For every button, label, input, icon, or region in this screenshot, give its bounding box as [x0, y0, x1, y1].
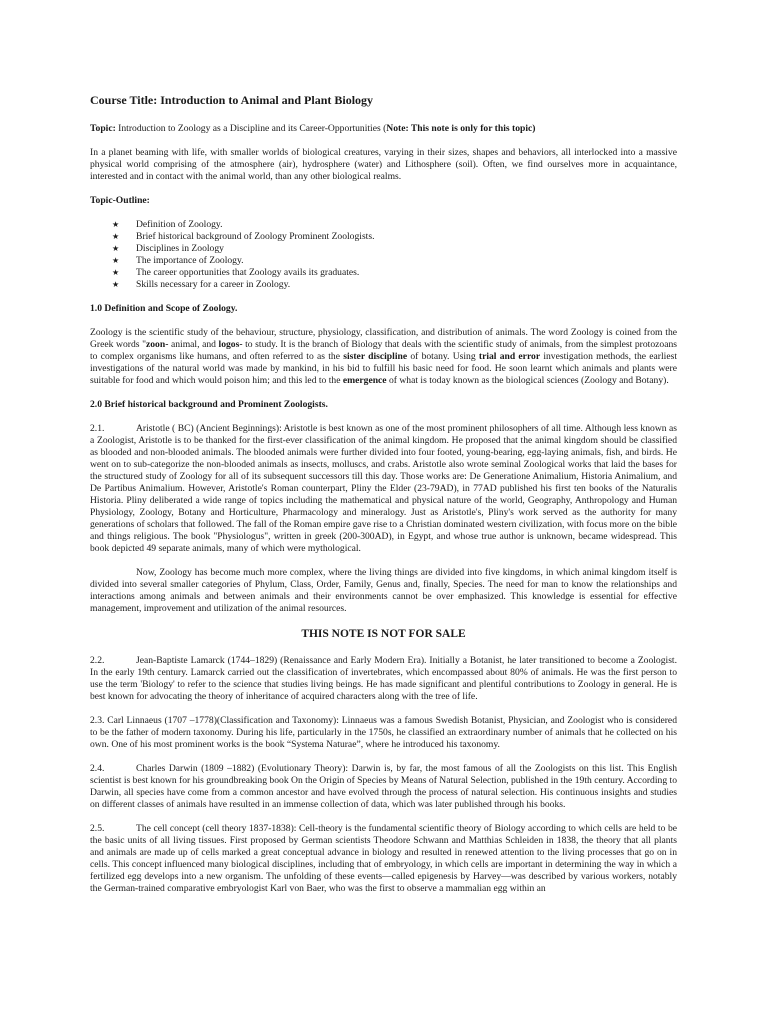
text-run: Zoology is the scientific study of the behaviour, structure, physiology, classification, and distribution of animals. The word Zoology is coined from the Greek words ": [90, 327, 677, 350]
term-zoon: zoon-: [146, 339, 169, 350]
star-icon: ★: [112, 280, 120, 289]
star-icon: ★: [112, 268, 120, 277]
star-icon: ★: [112, 220, 120, 229]
document-page: [90, 93, 677, 907]
topic-line: [90, 123, 677, 135]
outline-item: [90, 255, 677, 267]
outline-item-label: Disciplines in Zoology: [136, 243, 224, 254]
outline-heading: Topic-Outline:: [90, 195, 150, 206]
section-2-4-paragraph: [90, 763, 677, 811]
outline-item-label: The career opportunities that Zoology avails its graduates.: [136, 267, 360, 278]
term-logos: logos-: [218, 339, 243, 350]
topic-note: Note: This note is only for this topic): [386, 123, 536, 134]
topic-label: Topic:: [90, 123, 116, 134]
section-1-paragraph: [90, 327, 677, 387]
outline-item-label: Definition of Zoology.: [136, 219, 223, 230]
term-sister-discipline: sister discipline: [343, 351, 408, 362]
outline-item-label: Brief historical background of Zoology Prominent Zoologists.: [136, 231, 375, 242]
section-2-3-paragraph: 2.3. Carl Linnaeus (1707 –1778)(Classification and Taxonomy): Linnaeus was a famous Swedish Botanist, Physician, and Zoologist who is considered to be the father of modern taxonomy. During his life, particularly in the 1750s, he classified an extraordinary number of animals that he collected on his own. One of his most prominent works is the book “Systema Naturae”, where he introduced his taxonomy.: [90, 715, 677, 750]
section-number: 2.2.: [90, 655, 105, 666]
kingdoms-paragraph: [90, 567, 677, 615]
topic-outline-list: [90, 219, 677, 291]
text-run: investigation methods, the earliest investigations of the natural world was made by mankind, in his bid to fulfill his basic need for food. He soon learnt which animals and plants were suitable for food and which would poison him; and this led to the: [90, 351, 677, 386]
outline-item: [90, 267, 677, 279]
section-number: 2.4.: [90, 763, 105, 774]
text-run: animal, and: [168, 339, 219, 350]
outline-item: [90, 231, 677, 243]
section-text: Charles Darwin (1809 –1882) (Evolutionary Theory): Darwin is, by far, the most famous of all the Zoologists on this list. This English scientist is best known for his groundbreaking book On the Origin of Species by Means of Natural Selection, published in the 19th century. According to Darwin, all species have come from a common ancestor and have evolved through the process of natural selection. His continuous insights and studies on different classes of animals have resulted in an immense collection of data, which was later published through his books.: [90, 763, 677, 810]
text-run: of what is today known as the biological sciences (Zoology and Botany).: [386, 375, 669, 386]
section-text: The cell concept (cell theory 1837-1838): Cell-theory is the fundamental scientific theory of Biology according to which cells are held to be the basic units of all living tissues. First proposed by German scientists Theodore Schwann and Matthias Schleiden in 1838, the theory that all plants and animals are made up of cells marked a great conceptual advance in biology and resulted in renewed attention to the living processes that go on in cells. This concept influenced many biological disciplines, including that of embryology, in which cells are important in determining the way in which a fertilized egg develops into a new organism. The unfolding of these events—called epigenesis by Harvey—was described by various workers, notably the German-trained comparative embryologist Karl von Baer, who was the first to observe a mammalian egg within an: [90, 823, 677, 894]
course-title: Course Title: Introduction to Animal and Plant Biology: [90, 93, 374, 107]
star-icon: ★: [112, 244, 120, 253]
outline-item: [90, 219, 677, 231]
star-icon: ★: [112, 256, 120, 265]
outline-item: [90, 243, 677, 255]
section-1-heading: 1.0 Definition and Scope of Zoology.: [90, 303, 238, 314]
section-text: Now, Zoology has become much more complex, where the living things are divided into five kingdoms, in which animal kingdom itself is divided into several smaller categories of Phylum, Class, Order, Family, Genus and, finally, Species. The need for man to know the relationships and interactions among animals and between animals and their environments cannot be over emphasized. This knowledge is essential for effective management, improvement and utilization of the animal resources.: [90, 567, 677, 614]
section-2-2-paragraph: [90, 655, 677, 703]
section-2-1-paragraph: [90, 423, 677, 555]
outline-item-label: Skills necessary for a career in Zoology.: [136, 279, 291, 290]
outline-item-label: The importance of Zoology.: [136, 255, 244, 266]
text-run: of botany. Using: [407, 351, 479, 362]
not-for-sale-notice: THIS NOTE IS NOT FOR SALE: [301, 628, 466, 640]
topic-text: Introduction to Zoology as a Discipline and its Career-Opportunities (: [115, 123, 387, 134]
intro-paragraph: In a planet beaming with life, with smaller worlds of biological creatures, varying in their sizes, shapes and behaviors, all interlocked into a massive physical world comprising of the atmosphere (air), hydrosphere (water) and Lithosphere (soil). Often, we find ourselves more in acquaintance, interested and in contact with the animal world, than any other biological realms.: [90, 147, 677, 182]
term-emergence: emergence: [342, 375, 387, 386]
star-icon: ★: [112, 232, 120, 241]
text-run: to study. It is the branch of Biology that deals with the scientific study of animals, from the simplest protozoans to complex organisms like humans, and often referred to as the: [90, 339, 677, 362]
section-2-5-paragraph: [90, 823, 677, 895]
section-text: Jean-Baptiste Lamarck (1744–1829) (Renaissance and Early Modern Era). Initially a Botanist, he later transitioned to become a Zoologist. In the early 19th century. Lamarck carried out the classification of invertebrates, which encompassed about 80% of animals. He was the first person to use the term 'Biology' to refer to the science that studies living beings. He has made significant and plentiful contributions to Zoology in general. He is best known for advocating the theory of inheritance of acquired characters along with the tree of life.: [90, 655, 677, 702]
outline-item: [90, 279, 677, 291]
section-2-heading: 2.0 Brief historical background and Prominent Zoologists.: [90, 399, 328, 410]
term-trial-and-error: trial and error: [478, 351, 541, 362]
section-text: Aristotle ( BC) (Ancient Beginnings): Aristotle is best known as one of the most prominent philosophers of all time. Although less known as a Zoologist, Aristotle is to be thanked for the first-ever classification of the animal kingdom. He proposed that the animal kingdom should be classified as blooded and non-blooded animals. The blooded animals were further divided into four footed, young-bearing, egg-laying animals, fish, and birds. He went on to sub-categorize the non-blooded animals as insects, molluscs, and crabs. Aristotle also wrote seminal Zoological works that laid the bases for the structured study of Zoology for all of its subsequent successors till this day. Those works are: De Generatione Animalium, Historia Animalium, and De Partibus Animalium. However, Aristotle's Roman counterpart, Pliny the Elder (23-79AD), in 77AD published his first ten books of the Naturalis Historia. Pliny deliberated a wide range of topics including the mathematical and physical nature of the world, Geography, Anthropology and Human Physiology, Zoology, Botany and Horticulture, Pharmacology and mineralogy. Just as Aristotle's, Pliny's work served as the authority for many generations of scholars that followed. The fall of the Roman empire gave rise to a Christian dominated western civilization, with focus more on the bible and things religious. The book "Physiologus", written in greek (200-300AD), in Egypt, and whose true author is unknown, became widespread. This book depicted 49 separate animals, many of which were mythological.: [90, 423, 677, 554]
section-number: 2.1.: [90, 423, 105, 434]
section-number: 2.5.: [90, 823, 105, 834]
